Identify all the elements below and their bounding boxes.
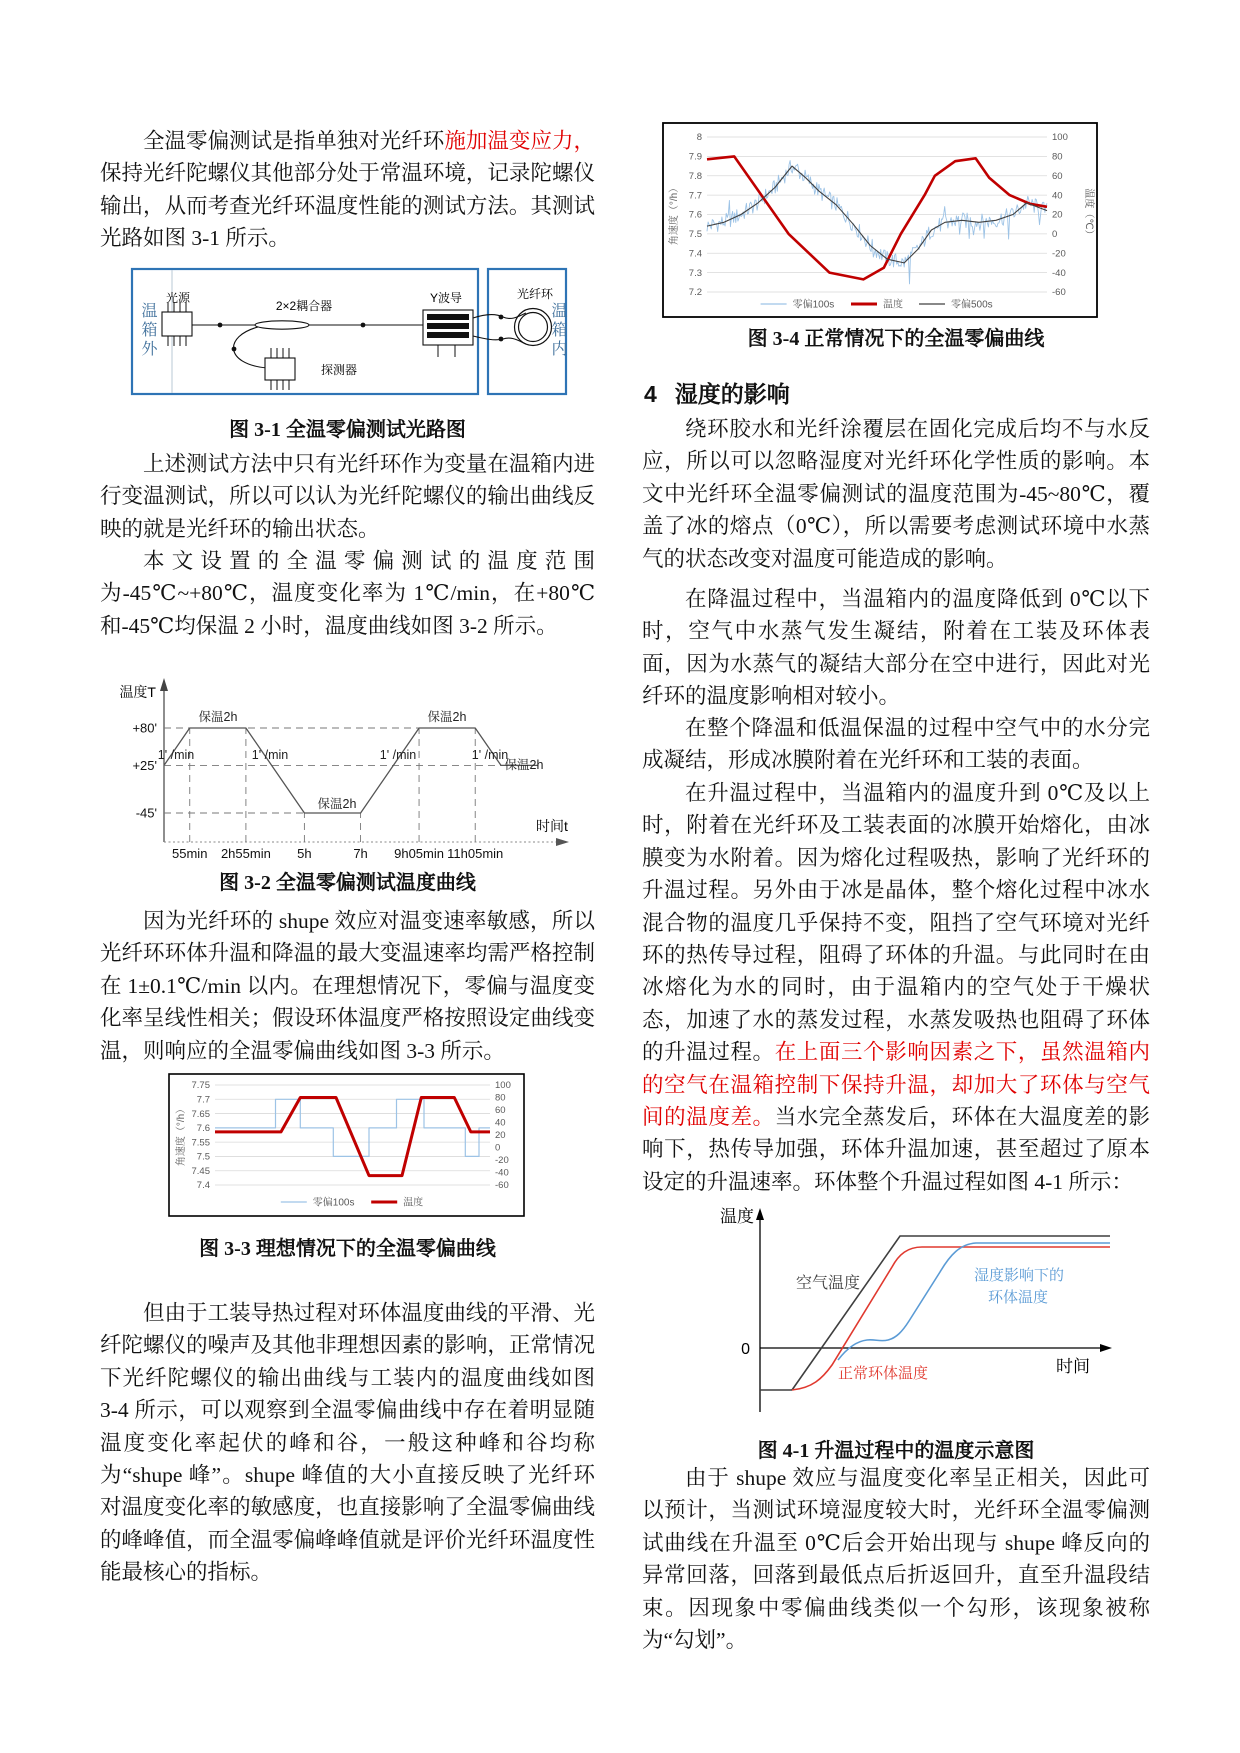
- chamber-inside-label: 温箱内: [549, 302, 566, 359]
- y-tick-left: 7.6: [688, 209, 702, 221]
- figure-3-2-caption: 图 3-2 全温零偏测试温度曲线: [219, 872, 476, 894]
- y-tick-right: 20: [495, 1130, 506, 1142]
- y-axis-arrow: [160, 678, 168, 691]
- x-axis-arrow: [1100, 1344, 1112, 1352]
- humid-ring-temperature-curve: [838, 1243, 1110, 1360]
- figure-3-4-caption: 图 3-4 正常情况下的全温零偏曲线: [747, 328, 1045, 350]
- y-tick-right: 100: [1052, 132, 1068, 144]
- x-axis-label: 时间: [1056, 1357, 1090, 1376]
- paragraph-intro: [100, 125, 595, 255]
- highlighted-text: 施加温变应力，: [444, 129, 595, 153]
- air-temperature-label: 空气温度: [795, 1275, 860, 1292]
- y-tick-left: 7.3: [688, 267, 702, 279]
- chart-border: [169, 1074, 524, 1216]
- y-tick-left: 7.4: [196, 1180, 210, 1192]
- fiber-ring-label: 光纤环: [516, 287, 554, 301]
- annotation-label: 保温2h: [504, 758, 544, 772]
- y-tick-left: 7.45: [191, 1165, 210, 1177]
- x-tick-label: 7h: [353, 846, 368, 861]
- figure-3-2-temperature-profile: [100, 645, 595, 873]
- section-heading: [644, 376, 790, 409]
- annotation-label: 1' /min: [471, 748, 509, 762]
- y-tick-left: 7.7: [196, 1094, 210, 1106]
- paragraph-humidity-effects: [642, 777, 1150, 1198]
- y-tick-left: 7.6: [196, 1123, 210, 1135]
- text-run: 当水完全蒸发后，环体在大温度差的影响下，热传导加强，环体升温加速，甚至超过了原本设定的升温速率。环体整个升温过程如图 4-1 所示：: [642, 1105, 1150, 1194]
- y-tick-left: 7.7: [688, 190, 702, 202]
- paragraph: 由于 shupe 效应与温度变化率呈正相关，因此可以预计，当测试环境湿度较大时，光纤环全温零偏测试曲线在升温至 0℃后会开始出现与 shupe 峰反向的异常回落，回落到最低点后折返回升，直至升温段结束。因现象中零偏曲线类似一个勾形，该现象被称为“勾划”。: [642, 1466, 1150, 1653]
- y-tick-right: 80: [495, 1092, 506, 1104]
- figure-3-1-optical-diagram: [100, 266, 595, 398]
- figure-3-3-caption: 图 3-3 理想情况下的全温零偏曲线: [199, 1238, 496, 1260]
- normal-ring-label: 正常环体温度: [838, 1365, 929, 1382]
- x-axis-label: 时间t: [536, 818, 568, 834]
- paragraph: 在整个降温和低温保温的过程中空气中的水分完成凝结，形成冰膜附着在光纤环和工装的表面。: [642, 716, 1150, 773]
- y-tick-label: +80': [132, 720, 157, 736]
- y-tick-right: 60: [1052, 170, 1063, 182]
- y-tick-right: -60: [495, 1180, 509, 1192]
- y-tick-right: 20: [1052, 209, 1063, 221]
- source-box: [162, 312, 192, 336]
- y-tick-right: 40: [495, 1117, 506, 1129]
- figure-4-1-caption: 图 4-1 升温过程中的温度示意图: [757, 1440, 1035, 1462]
- coupler-ellipse: [255, 321, 309, 329]
- annotation-label: 保温2h: [198, 710, 238, 724]
- y-tick-label: -45': [135, 805, 157, 821]
- paragraph: 但由于工装导热过程对环体温度曲线的平滑、光纤陀螺仪的噪声及其他非理想因素的影响，正常情况下光纤陀螺仪的输出曲线与工装内的温度曲线如图 3-4 所示，可以观察到全温零偏曲线中存在着明显随温度变化率起伏的峰和谷，一般这种峰和谷均称为“shupe 峰”。shupe 峰值的大小直接反映了光纤环对温度变化率的敏感度，也直接影响了全温零偏曲线的峰峰值，而全温零偏峰峰值就是评价光纤环温度性能最核心的指标。: [100, 1301, 595, 1585]
- legend-label: 温度: [403, 1197, 424, 1209]
- y-tick-right: 80: [1052, 151, 1063, 163]
- y-tick-left: 7.2: [688, 287, 702, 299]
- y-tick-left: 7.8: [688, 170, 702, 182]
- right-column: [642, 0, 1150, 1753]
- detector-box: [265, 358, 295, 380]
- y-tick-left: 7.4: [688, 248, 702, 260]
- x-tick-label: 2h55min: [220, 846, 271, 861]
- y-axis-label-left: 角速度（°/h）: [176, 1103, 187, 1167]
- y-tick-left: 7.55: [191, 1137, 210, 1149]
- y-tick-right: -20: [1052, 248, 1066, 260]
- y-tick-right: 40: [1052, 190, 1063, 202]
- figure-4-1-heating-schematic: [642, 1200, 1150, 1418]
- x-axis-arrow: [556, 838, 569, 846]
- annotation-label: 1' /min: [157, 748, 195, 762]
- y-waveguide-label: Y波导: [429, 291, 463, 305]
- origin-label: 0: [741, 1341, 750, 1358]
- y-tick-left: 7.75: [191, 1080, 210, 1092]
- text-run: 保持光纤陀螺仪其他部分处于常温环境，记录陀螺仪输出，从而考查光纤环温度性能的测试方法。其测试光路如图 3-1 所示。: [100, 161, 595, 251]
- legend-label: 零偏100s: [312, 1197, 355, 1209]
- y-tick-right: -40: [1052, 267, 1066, 279]
- y-axis-label-left: 角速度（°/h）: [669, 182, 680, 246]
- splice-dot: [218, 323, 223, 328]
- y-tick-left: 7.65: [191, 1108, 210, 1120]
- splice-dot: [232, 347, 237, 352]
- paragraph: 因为光纤环的 shupe 效应对温变速率敏感，所以光纤环环体升温和降温的最大变温速率均需严格控制在 1±0.1℃/min 以内。在理想情况下，零偏与温度变化率呈线性相关；假设环体温度严格按照设定曲线变温，则响应的全温零偏曲线如图 3-3 所示。: [100, 909, 595, 1063]
- annotation-label: 1' /min: [379, 748, 417, 762]
- source-label: 光源: [165, 291, 191, 305]
- detector-label: 探测器: [321, 363, 358, 377]
- highlighted-text: 在上面三个影响因素之下，虽然温箱内的空气在温箱控制下保持升温，却加大了环体与空气间的温度差。: [642, 1040, 1150, 1130]
- chamber-outside-label: 温箱外: [139, 302, 156, 359]
- paragraph: 本文设置的全温零偏测试的温度范围为-45℃~+80℃，温度变化率为 1℃/min，在+80℃和-45℃均保温 2 小时，温度曲线如图 3-2 所示。: [100, 549, 595, 638]
- humid-ring-label-line1: 湿度影响下的: [974, 1267, 1065, 1284]
- y-tick-left: 7.5: [688, 229, 702, 241]
- left-column: [100, 0, 595, 1753]
- splice-dot: [499, 315, 504, 320]
- legend-label: 零偏100s: [792, 299, 835, 311]
- annotation-label: 保温2h: [317, 797, 357, 811]
- y-tick-right: 100: [495, 1080, 511, 1092]
- paragraph: 上述测试方法中只有光纤环作为变量在温箱内进行变温测试，所以可以认为光纤陀螺仪的输出曲线反映的就是光纤环的输出状态。: [100, 452, 595, 541]
- humid-ring-label-line2: 环体温度: [988, 1289, 1049, 1306]
- splice-dot: [361, 323, 366, 328]
- section-title: 湿度的影响: [674, 381, 790, 407]
- legend-label: 温度: [883, 299, 903, 311]
- y-tick-right: 0: [1052, 229, 1058, 241]
- x-tick-label: 9h05min: [394, 846, 444, 861]
- text-run: 全温零偏测试是指单独对光纤环: [143, 129, 445, 153]
- x-tick-label: 5h: [297, 846, 312, 861]
- x-tick-label: 55min: [172, 846, 208, 861]
- y-tick-right: 0: [495, 1142, 501, 1154]
- y-tick-right: -60: [1052, 287, 1066, 299]
- text-run: 在升温过程中，当温箱内的温度升到 0℃及以上时，附着在光纤环及工装表面的冰膜开始熔化，由冰膜变为水附着。因为熔化过程吸热，影响了光纤环的升温过程。另外由于冰是晶体，整个熔化过程中冰水混合物的温度几乎保持不变，阻挡了空气环境对光纤环的热传导过程，阻碍了环体的升温。与此同时在由冰熔化为水的同时，由于温箱内的空气处于干燥状态，加速了水的蒸发过程，水蒸发吸热也阻碍了环体的升温过程。: [642, 781, 1150, 1065]
- annotation-label: 1' /min: [251, 748, 289, 762]
- y-tick-left: 7.9: [688, 151, 702, 163]
- y-axis-arrow: [756, 1208, 764, 1220]
- y-tick-label: +25': [132, 757, 157, 773]
- fiber-ring-inner: [519, 313, 548, 342]
- annotation-label: 保温2h: [427, 710, 467, 724]
- y-tick-left: 8: [696, 132, 702, 144]
- y-tick-right: -20: [495, 1155, 509, 1167]
- figure-3-4-normal-bias-chart: [662, 122, 1098, 318]
- x-tick-label: 11h05min: [447, 846, 504, 861]
- y-tick-right: 60: [495, 1105, 506, 1117]
- y-tick-left: 7.5: [196, 1151, 210, 1163]
- branch-fiber: [234, 327, 267, 368]
- fig-3-2-dynamic: [132, 710, 543, 861]
- y-tick-right: -40: [495, 1167, 509, 1179]
- figure-3-3-ideal-bias-chart: [168, 1073, 525, 1217]
- section-number: 4: [644, 381, 657, 407]
- y-axis-label: 温度: [720, 1207, 754, 1226]
- y-axis-label-right: 温度（℃）: [1083, 188, 1094, 240]
- figure-3-1-caption: 图 3-1 全温零偏测试光路图: [229, 419, 466, 441]
- coupler-label: 2×2耦合器: [275, 299, 333, 313]
- paragraph: 绕环胶水和光纤涂覆层在固化完成后均不与水反应，所以可以忽略湿度对光纤环化学性质的影响。本文中光纤环全温零偏测试的温度范围为-45~80℃，覆盖了冰的熔点（0℃），所以需要考虑测试环境中水蒸气的状态改变对温度可能造成的影响。: [642, 417, 1150, 571]
- y-axis-label: 温度T: [119, 684, 156, 700]
- legend-label: 零偏500s: [951, 299, 993, 311]
- paragraph: 在降温过程中，当温箱内的温度降低到 0℃以下时，空气中水蒸气发生凝结，附着在工装及环体表面，因为水蒸气的凝结大部分在空中进行，因此对光纤环的温度影响相对较小。: [642, 587, 1150, 709]
- splice-dot: [499, 337, 504, 342]
